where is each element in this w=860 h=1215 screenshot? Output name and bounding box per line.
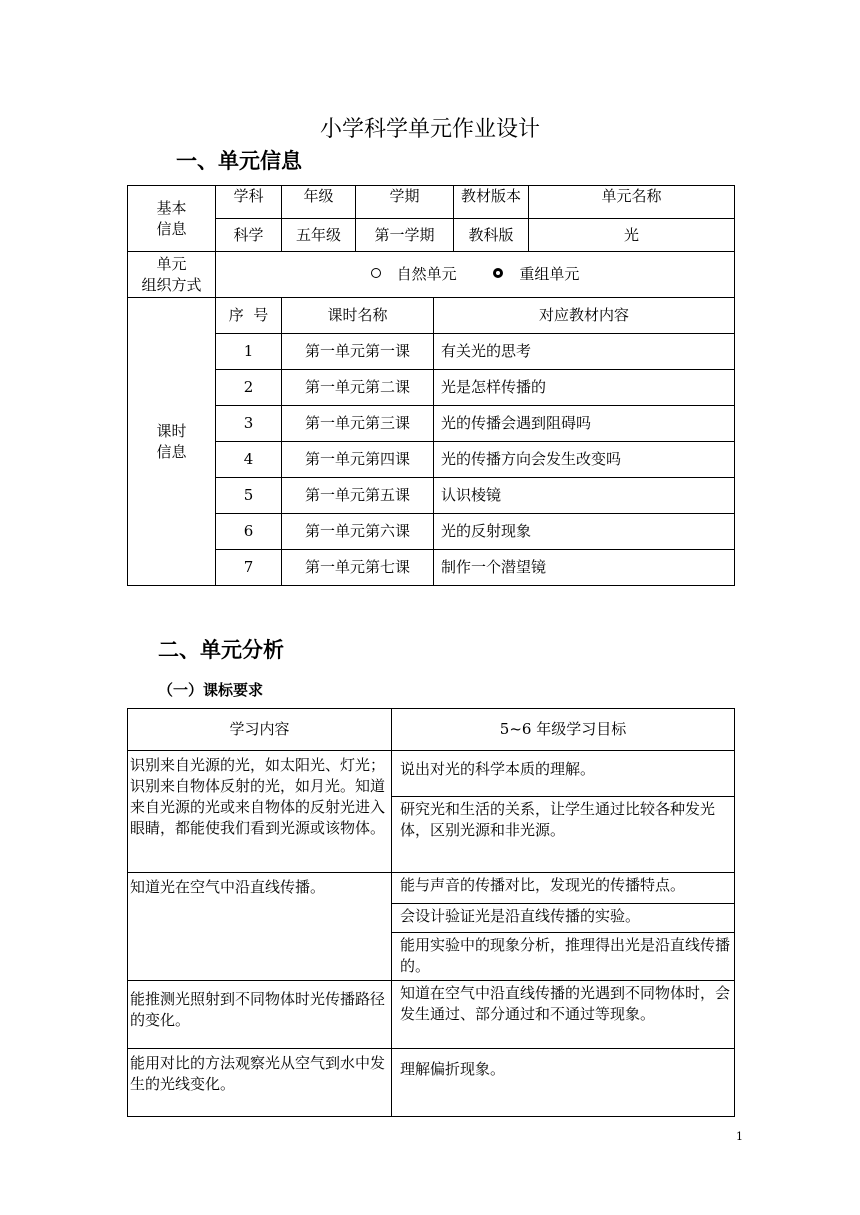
lesson-header-name: 课时名称: [282, 298, 434, 334]
lesson-name: 第一单元第一课: [282, 334, 434, 370]
lesson-no: 2: [216, 370, 282, 406]
lesson-name: 第一单元第二课: [282, 370, 434, 406]
lesson-content: 光的传播方向会发生改变吗: [434, 442, 735, 478]
lesson-content: 制作一个潜望镜: [434, 550, 735, 586]
radio-selected-icon: [493, 268, 503, 278]
header-unit-name: 单元名称: [529, 186, 735, 219]
learning-goal: 会设计验证光是沿直线传播的实验。: [392, 904, 735, 933]
value-grade: 五年级: [282, 219, 356, 252]
unit-info-table: [127, 185, 735, 586]
learning-content: 识别来自光源的光，如太阳光、灯光；识别来自物体反射的光，如月光。知道来自光源的光或来自物体的反射光进入眼睛，都能使我们看到光源或该物体。: [128, 751, 392, 873]
org-option-regroup[interactable]: [493, 265, 579, 283]
table-row: [128, 514, 735, 550]
org-option-natural[interactable]: [371, 265, 457, 283]
header-term: 学期: [356, 186, 454, 219]
lesson-name: 第一单元第七课: [282, 550, 434, 586]
page-number: 1: [736, 1130, 743, 1143]
lesson-content: 有关光的思考: [434, 334, 735, 370]
lesson-no: 7: [216, 550, 282, 586]
header-grade: 年级: [282, 186, 356, 219]
org-options: [216, 252, 735, 298]
lesson-name: 第一单元第四课: [282, 442, 434, 478]
learning-goal: 说出对光的科学本质的理解。: [392, 751, 735, 797]
section1-heading: 一、单元信息: [176, 149, 302, 173]
learning-goal: 知道在空气中沿直线传播的光遇到不同物体时，会发生通过、部分通过和不通过等现象。: [392, 981, 735, 1049]
learning-goal: 研究光和生活的关系，让学生通过比较各种发光体，区别光源和非光源。: [392, 797, 735, 873]
section2-heading: 二、单元分析: [158, 638, 284, 662]
learning-goal: 理解偏折现象。: [392, 1049, 735, 1117]
lesson-no: 5: [216, 478, 282, 514]
table-row: [128, 550, 735, 586]
value-unit-name: 光: [529, 219, 735, 252]
table-row: [128, 981, 735, 1049]
lesson-name: 第一单元第六课: [282, 514, 434, 550]
table-row: [128, 873, 735, 904]
lesson-header-no: 序 号: [216, 298, 282, 334]
table-row: [128, 478, 735, 514]
learning-content: 能用对比的方法观察光从空气到水中发生的光线变化。: [128, 1049, 392, 1117]
curriculum-table: [127, 708, 735, 1117]
lesson-no: 6: [216, 514, 282, 550]
lesson-content: 光的反射现象: [434, 514, 735, 550]
lesson-info-label: 课时 信息: [128, 298, 216, 586]
org-option-natural-label: 自然单元: [396, 265, 457, 283]
learning-content: 能推测光照射到不同物体时光传播路径的变化。: [128, 981, 392, 1049]
lesson-no: 1: [216, 334, 282, 370]
value-term: 第一学期: [356, 219, 454, 252]
org-option-regroup-label: 重组单元: [519, 265, 580, 283]
org-label: 单元 组织方式: [128, 252, 216, 298]
table-row: [128, 751, 735, 797]
table-row: [128, 406, 735, 442]
header-textbook: 教材版本: [454, 186, 529, 219]
radio-unselected-icon: [371, 268, 381, 278]
lesson-no: 4: [216, 442, 282, 478]
table-row: [128, 442, 735, 478]
learning-goal: 能用实验中的现象分析，推理得出光是沿直线传播的。: [392, 933, 735, 981]
header-subject: 学科: [216, 186, 282, 219]
learning-goal: 能与声音的传播对比，发现光的传播特点。: [392, 873, 735, 904]
lesson-header-content: 对应教材内容: [434, 298, 735, 334]
lesson-name: 第一单元第五课: [282, 478, 434, 514]
col-header-goals: 5~6 年级学习目标: [392, 709, 735, 751]
section2-subheading: （一）课标要求: [158, 681, 264, 699]
table-row: [128, 370, 735, 406]
basic-info-label: 基本 信息: [128, 186, 216, 252]
learning-content: 知道光在空气中沿直线传播。: [128, 873, 392, 981]
lesson-content: 光是怎样传播的: [434, 370, 735, 406]
document-title: 小学科学单元作业设计: [319, 117, 540, 142]
value-textbook: 教科版: [454, 219, 529, 252]
table-row: [128, 1049, 735, 1117]
lesson-name: 第一单元第三课: [282, 406, 434, 442]
lesson-no: 3: [216, 406, 282, 442]
value-subject: 科学: [216, 219, 282, 252]
col-header-content: 学习内容: [128, 709, 392, 751]
lesson-content: 认识棱镜: [434, 478, 735, 514]
table-row: [128, 334, 735, 370]
lesson-content: 光的传播会遇到阻碍吗: [434, 406, 735, 442]
